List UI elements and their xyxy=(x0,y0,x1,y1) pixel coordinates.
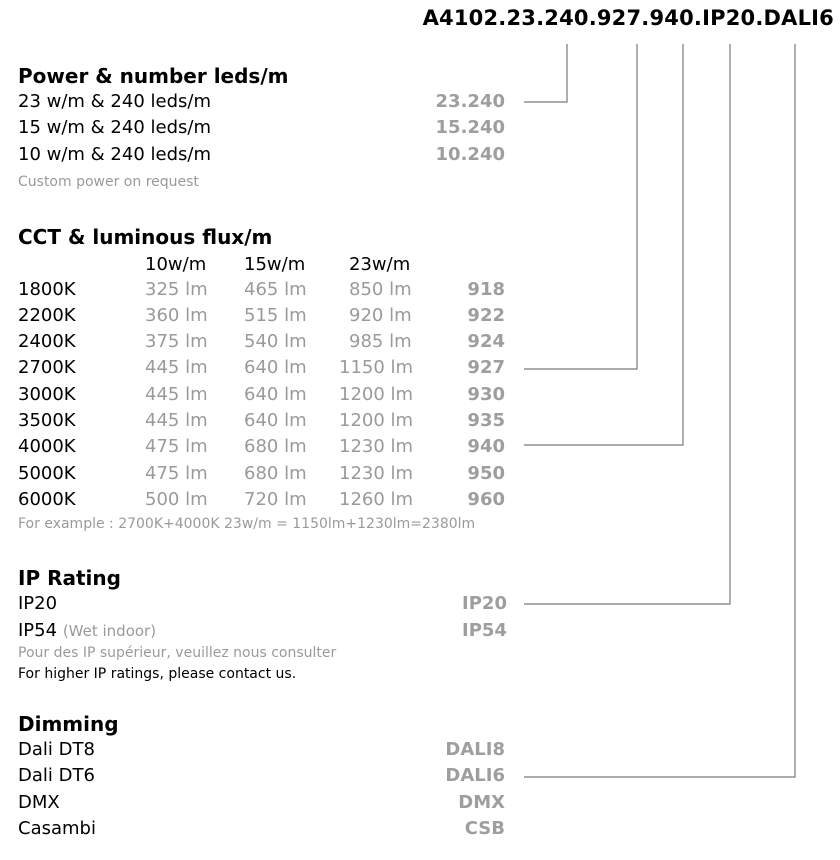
cct-temp: 5000K xyxy=(18,463,76,484)
dimming-label-1: Dali DT8 xyxy=(18,739,95,760)
ip-code-1: IP20 xyxy=(462,593,507,614)
ip-label-1: IP20 xyxy=(18,593,58,614)
cct-temp: 2700K xyxy=(18,357,76,378)
dimming-label-2: Dali DT6 xyxy=(18,765,95,786)
dimming-label-4: Casambi xyxy=(18,818,96,839)
cct-flux-15w: 680 lm xyxy=(244,463,307,484)
cct-flux-10w: 500 lm xyxy=(145,489,208,510)
power-label-1: 23 w/m & 240 leds/m xyxy=(18,91,211,112)
cct-code: 940 xyxy=(467,436,505,457)
dimming-label-3: DMX xyxy=(18,792,60,813)
ip-heading: IP Rating xyxy=(18,566,121,590)
cct-col-23w: 23w/m xyxy=(349,254,411,275)
cct-flux-10w: 445 lm xyxy=(145,410,208,431)
dimming-heading: Dimming xyxy=(18,712,119,736)
dimming-code-4: CSB xyxy=(464,818,505,839)
cct-temp: 1800K xyxy=(18,279,76,300)
ip-note-fr: Pour des IP supérieur, veuillez nous consulter xyxy=(18,645,337,661)
ip-label-2-text: IP54 xyxy=(18,620,58,641)
cct-flux-23w: 1260 lm xyxy=(339,489,414,510)
cct-heading: CCT & luminous flux/m xyxy=(18,225,273,249)
power-label-3: 10 w/m & 240 leds/m xyxy=(18,144,211,165)
cct-code: 935 xyxy=(467,410,505,431)
cct-flux-10w: 445 lm xyxy=(145,384,208,405)
cct-code: 960 xyxy=(467,489,505,510)
cct-flux-23w: 1200 lm xyxy=(339,384,414,405)
cct-col-10w: 10w/m xyxy=(145,254,207,275)
connector-ip20 xyxy=(524,44,730,604)
cct-flux-10w: 475 lm xyxy=(145,436,208,457)
cct-flux-15w: 640 lm xyxy=(244,357,307,378)
power-code-2: 15.240 xyxy=(435,117,505,138)
power-label-2: 15 w/m & 240 leds/m xyxy=(18,117,211,138)
cct-flux-23w: 850 lm xyxy=(349,279,412,300)
cct-temp: 4000K xyxy=(18,436,76,457)
cct-flux-23w: 920 lm xyxy=(349,305,412,326)
ip-code-2: IP54 xyxy=(462,620,507,641)
power-note: Custom power on request xyxy=(18,174,199,190)
dimming-code-1: DALI8 xyxy=(445,739,505,760)
cct-col-15w: 15w/m xyxy=(244,254,306,275)
cct-flux-15w: 680 lm xyxy=(244,436,307,457)
cct-code: 930 xyxy=(467,384,505,405)
connector-power xyxy=(524,44,567,102)
cct-flux-10w: 360 lm xyxy=(145,305,208,326)
cct-code: 927 xyxy=(467,357,505,378)
cct-flux-23w: 1200 lm xyxy=(339,410,414,431)
cct-flux-23w: 985 lm xyxy=(349,331,412,352)
ip-label-2 xyxy=(18,620,156,641)
connector-cct-927 xyxy=(524,44,637,369)
power-heading: Power & number leds/m xyxy=(18,64,289,88)
cct-flux-10w: 325 lm xyxy=(145,279,208,300)
dimming-code-3: DMX xyxy=(458,792,505,813)
cct-code: 918 xyxy=(467,279,505,300)
connector-cct-940 xyxy=(524,44,683,445)
cct-flux-15w: 640 lm xyxy=(244,410,307,431)
cct-flux-23w: 1230 lm xyxy=(339,463,414,484)
cct-temp: 3500K xyxy=(18,410,76,431)
cct-temp: 2400K xyxy=(18,331,76,352)
cct-flux-23w: 1230 lm xyxy=(339,436,414,457)
cct-temp: 6000K xyxy=(18,489,76,510)
ip-label-2-sub: (Wet indoor) xyxy=(62,622,157,640)
cct-flux-23w: 1150 lm xyxy=(339,357,414,378)
product-code-title: A4102.23.240.927.940.IP20.DALI6 xyxy=(422,6,834,30)
cct-flux-15w: 640 lm xyxy=(244,384,307,405)
cct-code: 922 xyxy=(467,305,505,326)
cct-flux-15w: 515 lm xyxy=(244,305,307,326)
connector-dali6 xyxy=(524,44,795,777)
cct-flux-10w: 475 lm xyxy=(145,463,208,484)
cct-flux-15w: 540 lm xyxy=(244,331,307,352)
cct-note: For example : 2700K+4000K 23w/m = 1150lm+1230lm=2380lm xyxy=(18,516,476,532)
ip-note-en: For higher IP ratings, please contact us. xyxy=(18,666,297,682)
cct-flux-15w: 720 lm xyxy=(244,489,307,510)
cct-temp: 3000K xyxy=(18,384,76,405)
cct-flux-15w: 465 lm xyxy=(244,279,307,300)
power-code-1: 23.240 xyxy=(435,91,505,112)
cct-flux-10w: 445 lm xyxy=(145,357,208,378)
cct-temp: 2200K xyxy=(18,305,76,326)
cct-code: 950 xyxy=(467,463,505,484)
dimming-code-2: DALI6 xyxy=(445,765,505,786)
cct-code: 924 xyxy=(467,331,505,352)
power-code-3: 10.240 xyxy=(435,144,505,165)
cct-flux-10w: 375 lm xyxy=(145,331,208,352)
